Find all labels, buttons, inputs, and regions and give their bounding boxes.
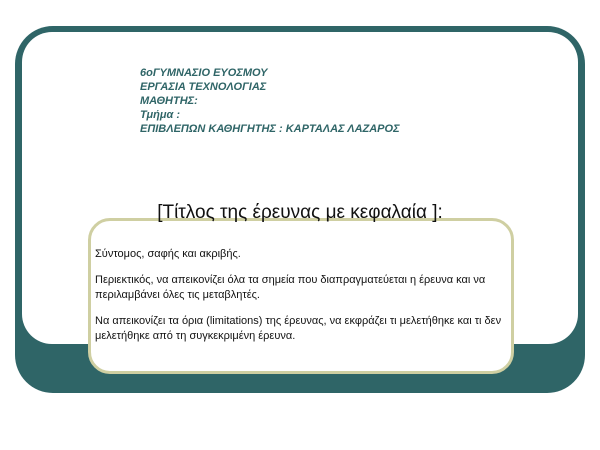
class-label: Τμήμα : <box>140 109 181 121</box>
bullet-item: Περιεκτικός, να απεικονίζει όλα τα σημεία που διαπραγματεύεται η έρευνα και να περιλαμβάνει όλες τις μεταβλητές. <box>95 274 486 301</box>
school-name: 6οΓΥΜΝΑΣΙΟ ΕΥΟΣΜΟΥ <box>140 67 268 79</box>
slide-title: [Τίτλος της έρευνας με κεφαλαία ]: <box>157 202 443 223</box>
slide-header <box>140 66 400 136</box>
supervisor-label: ΕΠΙΒΛΕΠΩΝ ΚΑΘΗΓΗΤΗΣ : ΚΑΡΤΑΛΑΣ ΛΑΖΑΡΟΣ <box>140 123 400 135</box>
students-label: ΜΑΘΗΤΗΣ: <box>140 95 198 107</box>
bullet-item: Να απεικονίζει τα όρια (limitations) της έρευνας, να εκφράζει τι μελετήθηκε και τι δεν μελετήθηκε από τη συγκεκριμένη έρευνα. <box>95 315 502 342</box>
bullet-item: Σύντομος, σαφής και ακριβής. <box>95 248 241 260</box>
bullet-list <box>95 247 507 355</box>
course-name: ΕΡΓΑΣΙΑ ΤΕΧΝΟΛΟΓΙΑΣ <box>140 81 267 93</box>
